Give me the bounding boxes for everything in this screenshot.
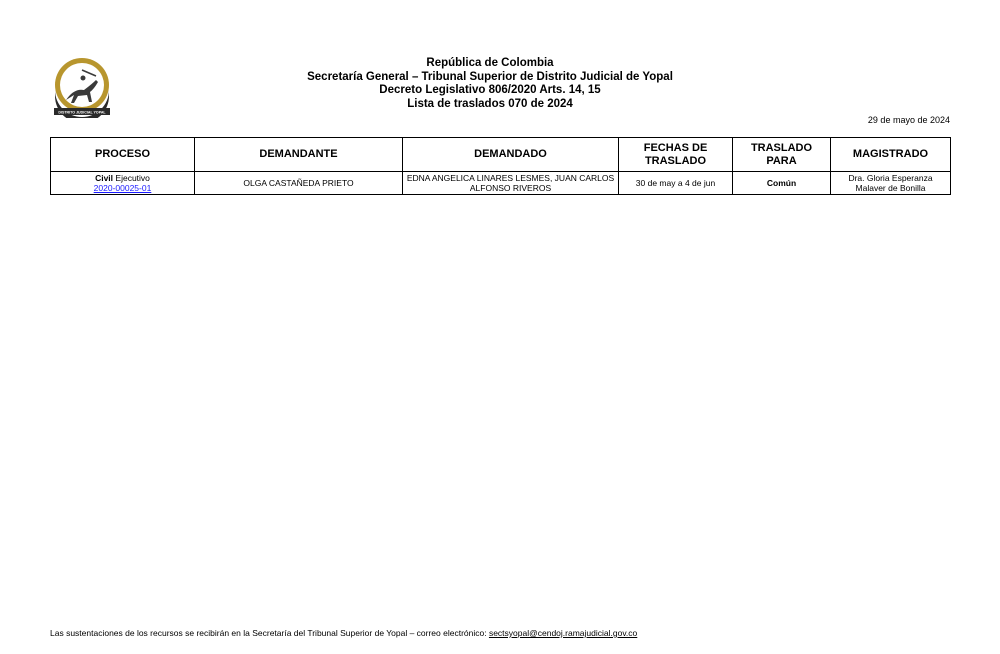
- header-traslado: TRASLADO PARA: [733, 138, 831, 172]
- header-country: República de Colombia: [426, 57, 554, 69]
- header-decree: Decreto Legislativo 806/2020 Arts. 14, 15: [379, 84, 601, 96]
- header-list-title: Lista de traslados 070 de 2024: [407, 97, 573, 110]
- cell-traslado: Común: [733, 172, 831, 195]
- document-header: [260, 57, 720, 111]
- radicado-link[interactable]: 2020-00025-01: [93, 183, 152, 193]
- header-demandante: DEMANDANTE: [195, 138, 403, 172]
- cell-magistrado: Dra. Gloria Esperanza Malaver de Bonilla: [831, 172, 951, 195]
- document-date: 29 de mayo de 2024: [867, 115, 950, 125]
- cell-fechas: 30 de may a 4 de jun: [619, 172, 733, 195]
- footer-email-link[interactable]: sectsyopal@cendoj.ramajudicial.gov.co: [488, 628, 638, 638]
- cell-demandado: EDNA ANGELICA LINARES LESMES, JUAN CARLOS ALFONSO RIVEROS: [403, 172, 619, 195]
- footer-text: Las sustentaciones de los recursos se recibirán en la Secretaría del Tribunal Superior de Yopal – correo electrónico:: [50, 628, 489, 638]
- header-fechas: FECHAS DE TRASLADO: [619, 138, 733, 172]
- footer-note: [50, 628, 637, 638]
- cell-proceso: [51, 172, 195, 195]
- header-institution: Secretaría General – Tribunal Superior de Distrito Judicial de Yopal: [307, 70, 673, 83]
- cell-demandante: OLGA CASTAÑEDA PRIETO: [195, 172, 403, 195]
- proceso-tipo: Civil: [95, 173, 114, 183]
- table-header-row: [51, 138, 951, 172]
- court-seal-logo: [52, 56, 114, 118]
- table-row: [51, 172, 951, 195]
- header-demandado: DEMANDADO: [403, 138, 619, 172]
- header-proceso: PROCESO: [51, 138, 195, 172]
- logo-text: DISTRITO JUDICIAL YOPAL: [58, 110, 106, 115]
- proceso-clase: Ejecutivo: [115, 173, 150, 183]
- header-magistrado: MAGISTRADO: [831, 138, 951, 172]
- traslados-table: [50, 137, 951, 195]
